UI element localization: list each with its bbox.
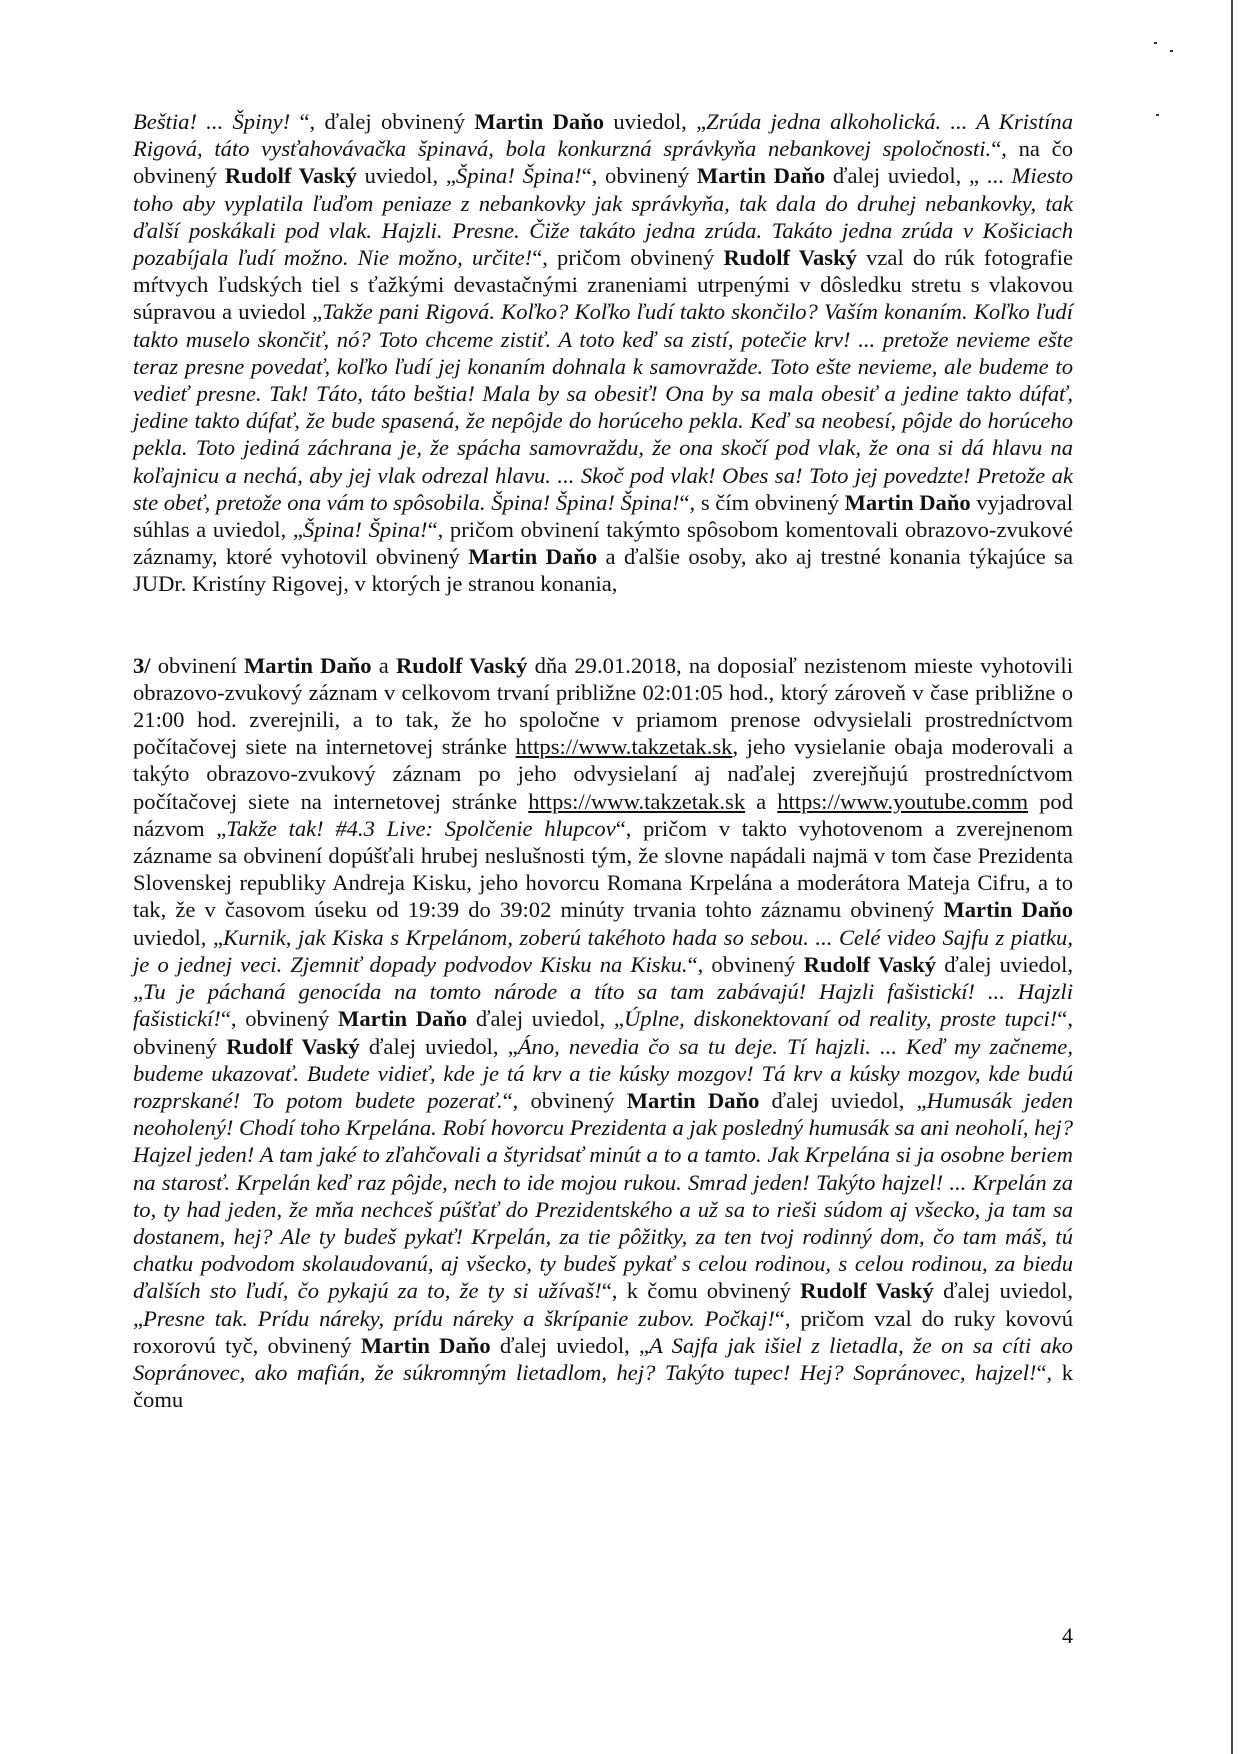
quoted-speech: Kurnik, jak Kiska s Krpelánom, zoberú takéhoto hada so sebou. ... Celé video Sajfu z piatku, je o jednej veci. Zjemniť dopady podvodov Kisku na Kisku. xyxy=(133,924,1073,977)
person-name: Martin Daňo xyxy=(468,544,598,570)
person-name: 3/ xyxy=(133,652,151,678)
quoted-speech: Úplne, diskonektovaní od reality, proste tupci! xyxy=(623,1006,1058,1032)
text-run: “, s čím obvinený xyxy=(679,489,845,515)
url-link[interactable]: https://www.youtube.comm xyxy=(777,788,1029,814)
quoted-speech: Špina! Špina! xyxy=(302,517,428,543)
person-name: Martin Daňo xyxy=(943,897,1073,923)
quoted-speech: Humusák jeden neoholený! Chodí toho Krpelána. Robí hovorcu Prezidenta a jak posledný humusák sa ani neoholí, hej? Hajzel jeden! A tam jaké to zľahčovali a štyridsať minút a to a tamto. Jak Krpelána si ja osobne beriem na starosť. Krpelán keď raz pôjde, nech to ide mojou rukou. Smrad jeden! Takýto hajzel! ... Krpelán za to, ty had jeden, že mňa nechceš púšťať do Prezidentského a už sa to rieši súdom aj všecko, ja tam sa dostanem, hej? Ale ty budeš pykať! Krpelán, za tie pôžitky, za ten tvoj rodinný dom, čo tam máš, tú chatku podvodom skolaudovanú, aj všecko, ty budeš pykať s celou rodinou, s celou rodinou, za biedu ďalších sto ľudí, čo pykajú za to, že ty si užívaš! xyxy=(133,1087,1073,1304)
person-name: Rudolf Vaský xyxy=(800,1278,934,1304)
text-run: ďalej uviedol, „ xyxy=(490,1332,650,1358)
person-name: Rudolf Vaský xyxy=(224,163,357,189)
quoted-speech: Presne tak. Prídu náreky, prídu náreky a škrípanie zubov. Počkaj! xyxy=(143,1305,775,1331)
text-run: vzal do rúk fotografie mŕtvych ľudských tiel s ťažkými devastačnými zraneniami utrpenými v dôsledku stretu s vlakovou súpravou a uviedol „ xyxy=(133,245,1074,325)
text-run: “, obvinený xyxy=(220,1006,339,1032)
url-link[interactable]: https://www.takzetak.sk xyxy=(528,788,746,814)
quoted-speech: Miesto toho aby vyplatila ľuďom peniaze z nebankovky jak správkyňa, tak dala do druhej nebankovky, tak ďalší poskákali pod vlak. Hajzli. Presne. Čiže takáto jedna zrúda. Takáto jedna zrúda v Košiciach pozabíjala ľudí možno. Nie možno, určite! xyxy=(133,163,1073,271)
text-run: uviedol, „ xyxy=(604,109,707,134)
person-name: Martin Daňo xyxy=(626,1087,760,1113)
text-run: ďalej uviedol, „ xyxy=(359,1033,518,1059)
text-run: “, pričom obvinení takýmto spôsobom komentovali obrazovo-zvukové záznamy, ktoré vyhotovil obvinený xyxy=(133,517,1073,570)
text-run: “, ďalej obvinený xyxy=(299,109,475,134)
quoted-speech: Špina! Špina! xyxy=(455,163,582,189)
document-body xyxy=(133,108,1073,1413)
paragraph-continuation xyxy=(133,108,1073,598)
text-run: obvinení xyxy=(150,652,244,678)
text-run: “, obvinený xyxy=(581,163,697,189)
person-name: Martin Daňo xyxy=(338,1006,468,1032)
person-name: Martin Daňo xyxy=(474,109,605,134)
quoted-speech: Tu je páchaná genocída na tomto národe a títo sa tam zabávajú! Hajzli fašistickí! ... Hajzli fašistickí! xyxy=(133,979,1073,1032)
text-run: “, pričom obvinený xyxy=(532,245,724,271)
text-run: ďalej uviedol, „ ... xyxy=(825,163,1012,189)
text-run: ďalej uviedol, „ xyxy=(759,1087,927,1113)
person-name: Martin Daňo xyxy=(243,652,372,678)
text-run: uviedol, „ xyxy=(356,163,456,189)
text-run: “, k čomu obvinený xyxy=(601,1278,801,1304)
person-name: Rudolf Vaský xyxy=(803,951,937,977)
url-link[interactable]: https://www.takzetak.sk xyxy=(515,734,733,760)
text-run: ďalej uviedol, „ xyxy=(133,951,1074,1005)
person-name: Martin Daňo xyxy=(360,1332,491,1358)
text-run: “, obvinený xyxy=(133,1006,1073,1059)
paragraph-point-3 xyxy=(133,652,1073,1414)
quoted-speech: Zrúda jedna alkoholická. ... A Kristína Rigová, táto vysťahovávačka špinavá, bola konkurzná správkyňa nebankovej spoločnosti. xyxy=(133,109,1073,162)
scan-edge-line xyxy=(1231,0,1233,1754)
text-run: a xyxy=(371,652,396,678)
page-number: 4 xyxy=(1062,1623,1073,1648)
text-run: “, obvinený xyxy=(502,1087,627,1113)
text-run: pod názvom „ xyxy=(133,788,1073,841)
person-name: Rudolf Vaský xyxy=(723,245,857,271)
person-name: Rudolf Vaský xyxy=(226,1033,360,1059)
text-run: vyjadroval súhlas a uviedol, „ xyxy=(133,489,1073,543)
person-name: Martin Daňo xyxy=(696,163,826,189)
text-run: “, pričom v takto vyhotovenom a zverejnenom zázname sa obvinení dopúšťali hrubej neslušnosti tým, že slovne napádali najmä v tom čase Prezidenta Slovenskej republiky Andreja Kisku, jeho hovorcu Romana Krpelána a moderátora Mateja Cifru, a to tak, že v časovom úseku od 19:39 do 39:02 minúty trvania tohto záznamu obvinený xyxy=(133,815,1073,923)
text-run: dňa 29.01.2018, na doposiaľ nezistenom mieste vyhotovili obrazovo-zvukový záznam v celkovom trvaní približne 02:01:05 hod., ktorý zároveň v čase približne o 21:00 hod. zverejnili, a to tak, že ho spoločne v priamom prenose odvysielali prostredníctvom počítačovej siete na internetovej stránke xyxy=(133,652,1073,760)
quoted-speech: Beštia! ... Špiny! xyxy=(133,109,300,134)
quoted-speech: Áno, nevedia čo sa tu deje. Tí hajzli. ... Keď my začneme, budeme ukazovať. Budete vidieť, kde je tá krv a tie kúsky mozgov! Tá krv a kúsky mozgov, kde budú rozprskané! To potom budete pozerať. xyxy=(133,1033,1073,1113)
scan-speck xyxy=(1170,50,1173,52)
text-run: ďalej uviedol, „ xyxy=(133,1278,1073,1331)
quoted-speech: A Sajfa jak išiel z lietadla, že on sa cíti ako Sopránovec, ako mafián, že súkromným lietadlom, hej? Takýto tupec! Hej? Sopránovec, hajzel! xyxy=(133,1332,1073,1385)
text-run: “, pričom vzal do ruky kovovú roxorovú tyč, obvinený xyxy=(133,1305,1073,1358)
text-run: a xyxy=(745,788,778,814)
quoted-speech: Takže tak! #4.3 Live: Spolčenie hlupcov xyxy=(226,815,616,841)
scan-speck xyxy=(1156,114,1159,116)
text-run: ďalej uviedol, „ xyxy=(467,1006,624,1032)
text-run: uviedol, „ xyxy=(133,924,224,950)
text-run: “, na čo obvinený xyxy=(133,136,1074,189)
person-name: Rudolf Vaský xyxy=(395,652,528,678)
person-name: Martin Daňo xyxy=(844,489,971,515)
text-run: “, k čomu xyxy=(133,1359,1073,1413)
scan-speck xyxy=(1154,42,1157,44)
quoted-speech: Takže pani Rigová. Koľko? Koľko ľudí takto skončilo? Vaším konaním. Koľko ľudí takto muselo skončiť, nó? Toto chceme zistiť. A toto keď sa zistí, potečie krv! ... pretože nevieme ešte teraz presne povedať, koľko ľudí jej konaním dohnala k samovražde. Toto ešte nevieme, ale budeme to vedieť presne. Tak! Táto, táto beštia! Mala by sa obesiť! Ona by sa mala obesiť a jedine takto dúfať, jedine takto dúfať, že bude spasená, že nepôjde do horúceho pekla. Keď sa neobesí, pôjde do horúceho pekla. Toto jediná záchrana je, že spácha samovraždu, že ona skočí pod vlak, že ona si dá hlavu na koľajnicu a nechá, aby jej vlak odrezal hlavu. ... Skoč pod vlak! Obes sa! Toto jej povedzte! Pretože ak ste obeť, pretože ona vám to spôsobila. Špina! Špina! Špina! xyxy=(133,299,1073,515)
text-run: a ďalšie osoby, ako aj trestné konania týkajúce sa JUDr. Kristíny Rigovej, v ktorých je stranou konania, xyxy=(133,544,1073,597)
text-run: , jeho vysielanie obaja moderovali a takýto obrazovo-zvukový záznam po jeho odvysielaní aj naďalej zverejňujú prostredníctvom počítačovej siete na internetovej stránke xyxy=(133,734,1073,814)
text-run: “, obvinený xyxy=(687,951,804,977)
